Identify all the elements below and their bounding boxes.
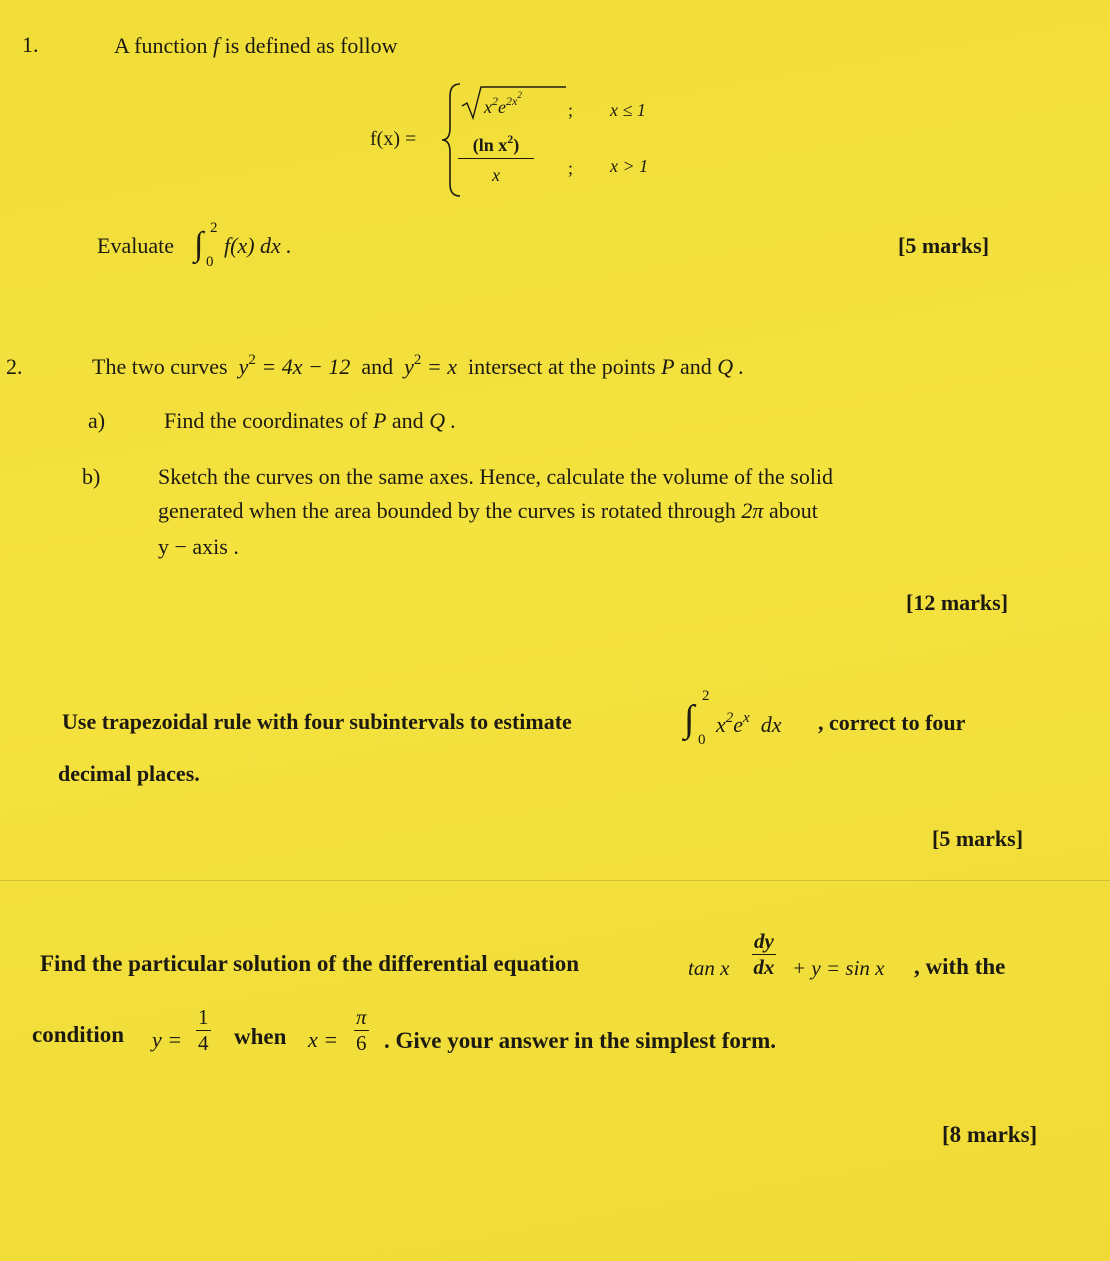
q1-integral [194, 222, 224, 274]
q1-number: 1. [22, 32, 39, 57]
q3-text-line-2: decimal places. [58, 761, 200, 786]
q1-case2-condition: x > 1 [610, 156, 649, 176]
integral-sign: ∫ [684, 698, 695, 740]
q3-text-line-1: Use trapezoidal rule with four subintervals to estimate [62, 709, 572, 734]
q1-evaluate-label: Evaluate [97, 233, 174, 258]
q4-text-tail: , with the [914, 954, 1006, 979]
section-divider [0, 880, 1110, 881]
integral-upper-limit: 2 [702, 688, 710, 704]
q2a-label: a) [88, 408, 106, 433]
q4-when: when [234, 1024, 287, 1049]
integral-sign: ∫ [194, 226, 204, 263]
q4-y-fraction: $\frac{1}{4}$ [198, 1005, 209, 1056]
q2b-line-1: Sketch the curves on the same axes. Hence, calculate the volume of the solid [158, 464, 834, 489]
q3-integral [684, 690, 712, 754]
q1-integrand: f(x) dx . [224, 233, 292, 258]
q1-marks: [5 marks] [898, 233, 990, 258]
q2b-label: b) [82, 464, 101, 489]
q2-marks: [12 marks] [906, 590, 1009, 615]
q4-condition-label: condition [32, 1022, 125, 1047]
q4-tan: tan x [688, 956, 730, 980]
q3-integrand: $x^2e^x$ dx [716, 710, 782, 737]
q3-text-tail: , correct to four [818, 710, 966, 735]
q4-derivative: $\frac{dy}{dx}$ [753, 929, 775, 980]
q1-intro: A function f is defined as follow [114, 33, 398, 58]
q1-case2-fraction: (ln $x^2$) x [458, 132, 534, 186]
q1-case2-separator: ; [568, 158, 574, 178]
q3-marks: [5 marks] [932, 826, 1024, 851]
q1-case1-expression: $x^2e^{2x2}$ [460, 84, 570, 124]
integral-upper-limit: 2 [210, 220, 218, 236]
q4-x-eq: x = [308, 1027, 339, 1052]
q2b-line-3: y − axis . [158, 534, 239, 559]
q2a-text: Find the coordinates of P and Q . [164, 408, 457, 433]
q4-text-line-2: . Give your answer in the simplest form. [384, 1028, 777, 1053]
q2-number: 2. [6, 354, 23, 379]
q4-y-eq: y = [152, 1027, 183, 1052]
q4-text-line-1: Find the particular solution of the differential equation [40, 951, 580, 976]
q2-stem: The two curves $y^2 = 4x - 12$ and $y^2 = x$ intersect at the points P and Q . [92, 352, 745, 379]
q4-x-fraction: $\frac{\pi}{6}$ [356, 1005, 367, 1056]
q2b-line-2: generated when the area bounded by the curves is rotated through 2π about [158, 498, 818, 523]
integral-lower-limit: 0 [698, 732, 706, 748]
q1-function-lhs: f(x) = [370, 128, 417, 150]
q4-rhs: + y = sin x [792, 956, 885, 980]
q4-marks: [8 marks] [942, 1122, 1038, 1147]
integral-lower-limit: 0 [206, 254, 214, 270]
q1-case1-condition: x ≤ 1 [610, 100, 646, 120]
q1-case1-separator: ; [568, 100, 574, 120]
